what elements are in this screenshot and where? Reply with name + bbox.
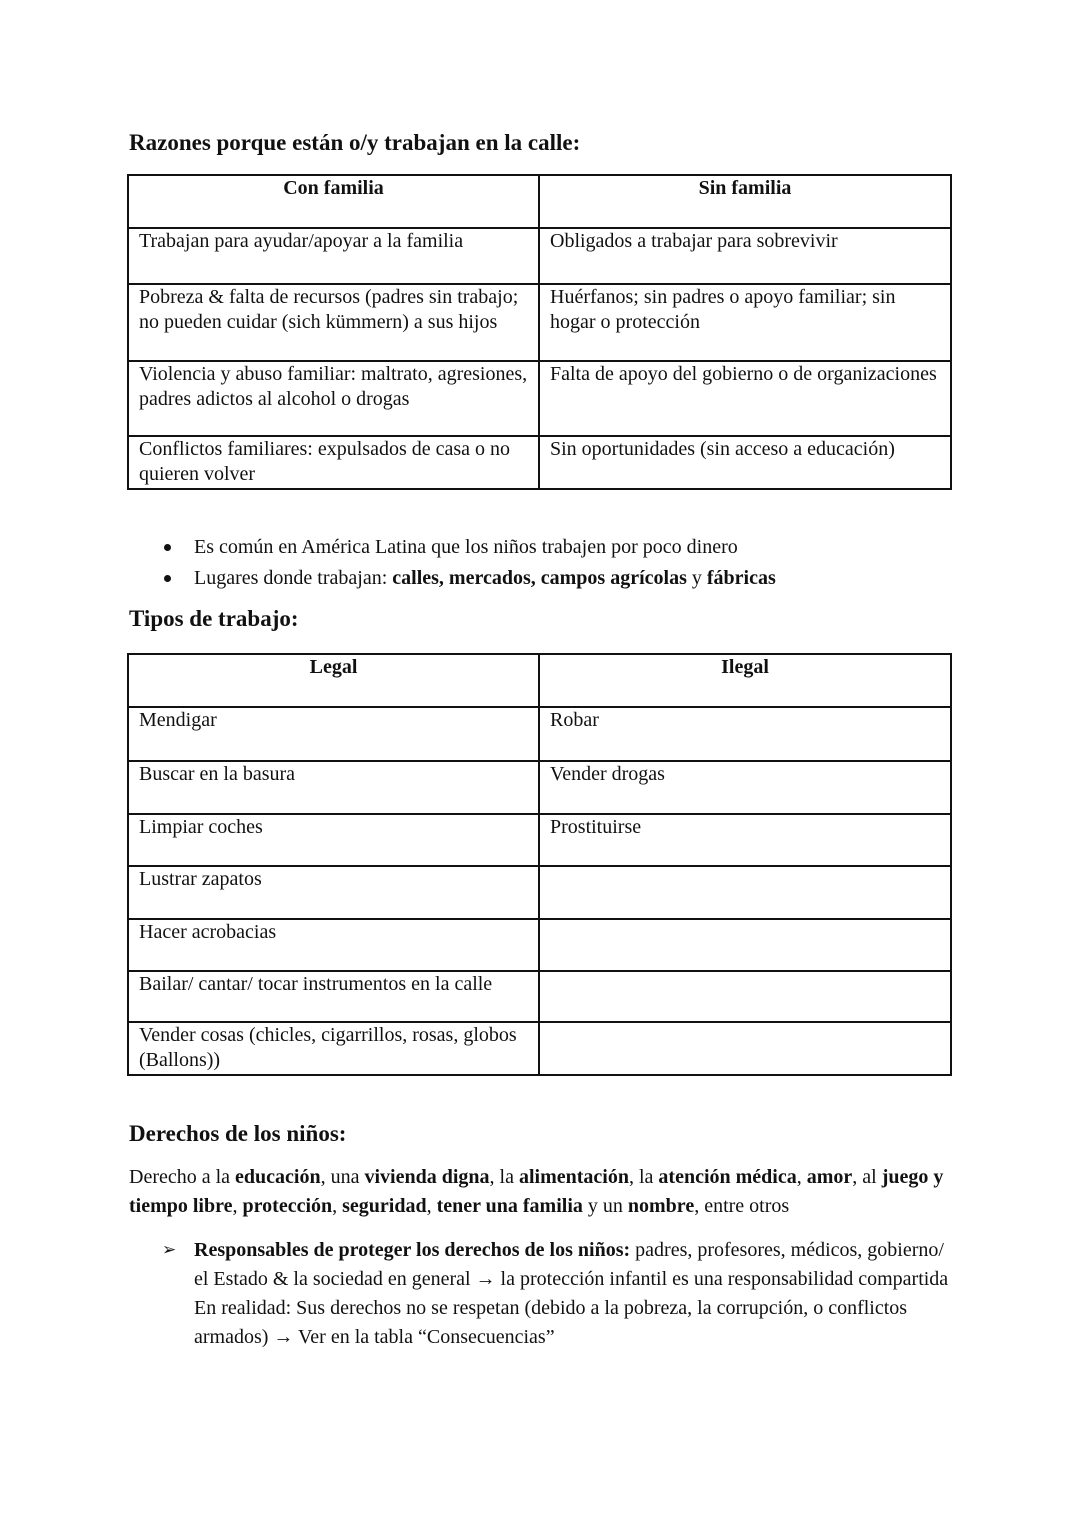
- bullet-item: Lugares donde trabajan: calles, mercados, campos agrícolas y fábricas: [129, 563, 776, 594]
- table-cell: Lustrar zapatos: [128, 866, 539, 919]
- table-cell: [539, 1022, 951, 1075]
- table-cell: Prostituirse: [539, 814, 951, 866]
- header-sin-familia: Sin familia: [539, 175, 951, 228]
- table-row: [128, 919, 951, 971]
- table-cell: Falta de apoyo del gobierno o de organizaciones: [539, 361, 951, 436]
- responsables-label: Responsables de proteger los derechos de los niños:: [194, 1239, 631, 1261]
- responsables-text: padres, profesores, médicos, gobierno/ el Estado & la sociedad en general → la protección infantil es una responsabilidad compartida: [194, 1239, 949, 1290]
- table-cell: Huérfanos; sin padres o apoyo familiar; sin hogar o protección: [539, 284, 951, 361]
- table-cell: Pobreza & falta de recursos (padres sin trabajo; no pueden cuidar (sich kümmern) a sus hijos: [128, 284, 539, 361]
- bullet-dot-icon: [164, 544, 171, 551]
- table-cell: Robar: [539, 707, 951, 761]
- table-row: [128, 1022, 951, 1075]
- section-title-tipos: Tipos de trabajo:: [129, 606, 299, 631]
- table-cell: Trabajan para ayudar/apoyar a la familia: [128, 228, 539, 284]
- table-cell: [539, 866, 951, 919]
- header-ilegal: Ilegal: [539, 654, 951, 707]
- header-con-familia: Con familia: [128, 175, 539, 228]
- bullet-item: Es común en América Latina que los niños trabajen por poco dinero: [129, 532, 776, 563]
- responsables-item: [129, 1236, 959, 1352]
- table-row: [128, 284, 951, 361]
- table-row: [128, 707, 951, 761]
- table-row: [128, 228, 951, 284]
- bullet-list: [129, 532, 776, 594]
- section-title-razones: Razones porque están o/y trabajan en la calle:: [129, 130, 581, 155]
- razones-table: [127, 174, 952, 490]
- table-row: [128, 814, 951, 866]
- table-cell: Obligados a trabajar para sobrevivir: [539, 228, 951, 284]
- table-cell: Violencia y abuso familiar: maltrato, agresiones, padres adictos al alcohol o drogas: [128, 361, 539, 436]
- table-cell: Vender drogas: [539, 761, 951, 814]
- derechos-paragraph: Derecho a la educación, una vivienda digna, la alimentación, la atención médica, amor, al juego y tiempo libre, protección, seguridad, tener una familia y un nombre, entre otros: [129, 1166, 944, 1217]
- table-cell: [539, 971, 951, 1022]
- section-title-derechos: Derechos de los niños:: [129, 1121, 347, 1146]
- bullet-dot-icon: [164, 575, 171, 582]
- table-cell: [539, 919, 951, 971]
- table-row: [128, 761, 951, 814]
- table-cell: Mendigar: [128, 707, 539, 761]
- table-header-row: [128, 175, 951, 228]
- table-cell: Conflictos familiares: expulsados de casa o no quieren volver: [128, 436, 539, 489]
- table-row: [128, 866, 951, 919]
- table-header-row: [128, 654, 951, 707]
- table-row: [128, 971, 951, 1022]
- arrowhead-bullet-icon: ➢: [162, 1240, 177, 1260]
- table-cell: Vender cosas (chicles, cigarrillos, rosas, globos (Ballons)): [128, 1022, 539, 1075]
- table-cell: Sin oportunidades (sin acceso a educación): [539, 436, 951, 489]
- en-realidad-text: En realidad: Sus derechos no se respetan (debido a la pobreza, la corrupción, o conflictos armados) → Ver en la tabla “Consecuencias”: [194, 1297, 908, 1348]
- table-cell: Bailar/ cantar/ tocar instrumentos en la calle: [128, 971, 539, 1022]
- table-cell: Buscar en la basura: [128, 761, 539, 814]
- table-row: [128, 436, 951, 489]
- table-row: [128, 361, 951, 436]
- table-cell: Hacer acrobacias: [128, 919, 539, 971]
- tipos-table: [127, 653, 952, 1076]
- header-legal: Legal: [128, 654, 539, 707]
- table-cell: Limpiar coches: [128, 814, 539, 866]
